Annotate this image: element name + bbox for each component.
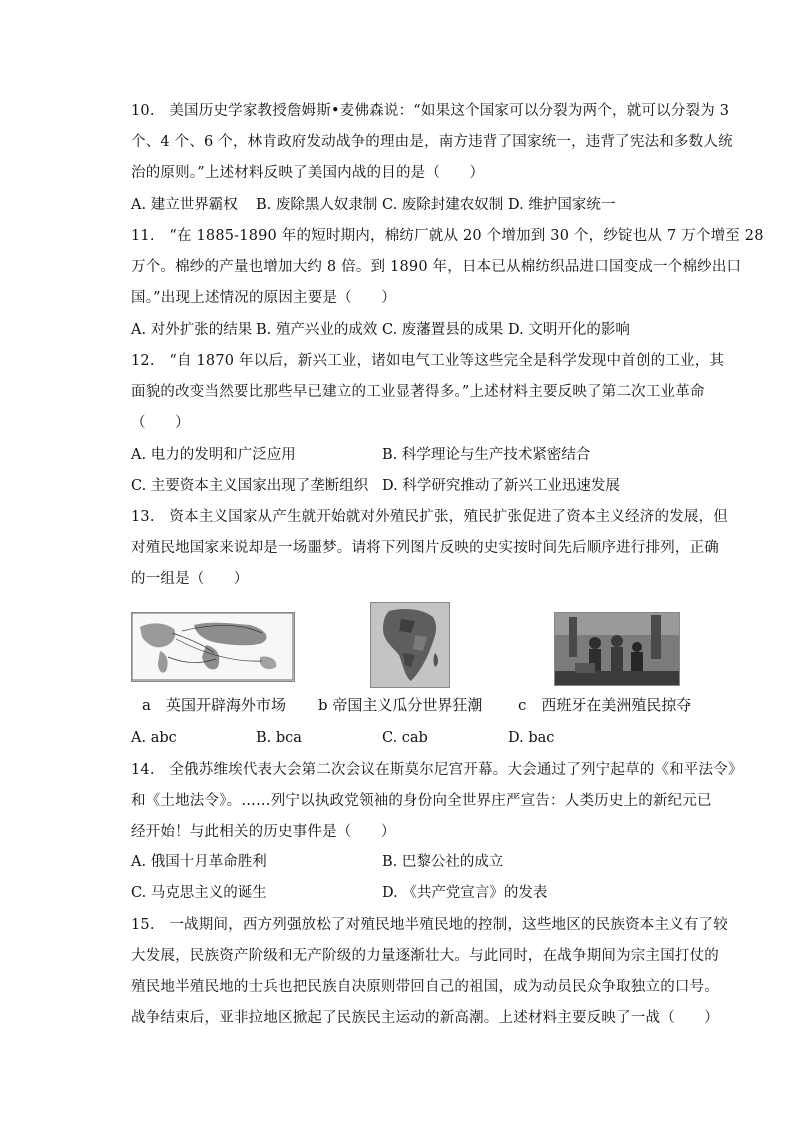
q11-option-a: A. 对外扩张的结果: [131, 322, 253, 338]
q10-option-b: B. 废除黑人奴隶制: [256, 197, 378, 213]
q12-option-d: D. 科学研究推动了新兴工业迅速发展: [382, 478, 620, 494]
q14-option-a: A. 俄国十月革命胜利: [131, 854, 267, 870]
q13-option-c: C. cab: [382, 730, 428, 746]
q12-line-1: 12. “自 1870 年以后，新兴工业，诸如电气工业等这些完全是科学发现中首创的工业，其: [131, 353, 725, 369]
q10-line-1: 10. 美国历史学家教授詹姆斯•麦佛森说：“如果这个国家可以分裂为两个，就可以分裂为 3: [131, 103, 730, 119]
q13-caption-c: c 西班牙在美洲殖民掠夺: [518, 696, 692, 714]
q12-option-b: B. 科学理论与生产技术紧密结合: [382, 447, 591, 463]
q10-line-3: 治的原则。”上述材料反映了美国内战的目的是（ ）: [131, 165, 485, 181]
q14-option-b: B. 巴黎公社的成立: [382, 854, 504, 870]
q14-line-2: 和《土地法令》。……列宁以执政党领袖的身份向全世界庄严宣告：人类历史上的新纪元已: [131, 793, 712, 809]
q13-line-3: 的一组是（ ）: [131, 571, 249, 587]
q15-line-1: 15. 一战期间，西方列强放松了对殖民地半殖民地的控制，这些地区的民族资本主义有了较: [131, 917, 728, 933]
q10-option-c: C. 废除封建农奴制: [382, 197, 504, 213]
q13-option-a: A. abc: [131, 730, 177, 746]
q11-line-1: 11. “在 1885-1890 年的短时期内，棉纺厂就从 20 个增加到 30 个，纱锭也从 7 万个增至 28: [131, 228, 764, 244]
africa-map-icon: [371, 603, 449, 687]
q13-option-d: D. bac: [508, 730, 555, 746]
q14-option-d: D. 《共产党宣言》的发表: [382, 885, 548, 901]
q13-line-2: 对殖民地国家来说却是一场噩梦。请将下列图片反映的史实按时间先后顺序进行排列，正确: [131, 540, 719, 556]
q13-caption-b: b 帝国主义瓜分世界狂潮: [318, 696, 483, 714]
q11-line-2: 万个。棉纱的产量也增加大约 8 倍。到 1890 年，日本已从棉纺织品进口国变成一个棉纱出口: [131, 259, 742, 275]
q14-option-c: C. 马克思主义的诞生: [131, 885, 267, 901]
q12-option-c: C. 主要资本主义国家出现了垄断组织: [131, 478, 369, 494]
q12-line-2: 面貌的改变当然要比那些早已建立的工业显著得多。”上述材料主要反映了第二次工业革命: [131, 384, 705, 400]
colonial-scene-icon: [555, 613, 679, 685]
q14-line-3: 经开始！与此相关的历史事件是（ ）: [131, 824, 396, 840]
q14-line-1: 14. 全俄苏维埃代表大会第二次会议在斯莫尔尼宫开幕。大会通过了列宁起草的《和平法令》: [131, 762, 743, 778]
q13-caption-a: a 英国开辟海外市场: [142, 696, 286, 714]
world-map-icon: [132, 613, 294, 681]
q13-line-1: 13. 资本主义国家从产生就开始就对外殖民扩张，殖民扩张促进了资本主义经济的发展，但: [131, 509, 728, 525]
q10-line-2: 个、4 个、6 个，林肯政府发动战争的理由是，南方违背了国家统一，违背了宪法和多数人统: [131, 134, 733, 150]
q15-line-2: 大发展，民族资产阶级和无产阶级的力量逐渐壮大。与此同时，在战争期间为宗主国打仗的: [131, 948, 719, 964]
q11-line-3: 国。”出现上述情况的原因主要是（ ）: [131, 290, 396, 306]
q11-option-b: B. 殖产兴业的成效: [256, 322, 378, 338]
q11-option-d: D. 文明开化的影响: [508, 322, 630, 338]
q10-option-a: A. 建立世界霸权: [131, 197, 238, 213]
q15-line-3: 殖民地半殖民地的士兵也把民族自决原则带回自己的祖国，成为动员民众争取独立的口号。: [131, 979, 719, 995]
colonial-scene-image: [554, 612, 680, 686]
q15-line-4: 战争结束后，亚非拉地区掀起了民族民主运动的新高潮。上述材料主要反映了一战（ ）: [131, 1010, 719, 1026]
q12-option-a: A. 电力的发明和广泛应用: [131, 447, 296, 463]
world-map-image: [131, 612, 295, 682]
q13-option-b: B. bca: [256, 730, 302, 746]
q12-line-3: （ ）: [131, 415, 190, 431]
africa-map-image: [370, 602, 450, 688]
q11-option-c: C. 废藩置县的成果: [382, 322, 504, 338]
q10-option-d: D. 维护国家统一: [508, 197, 616, 213]
